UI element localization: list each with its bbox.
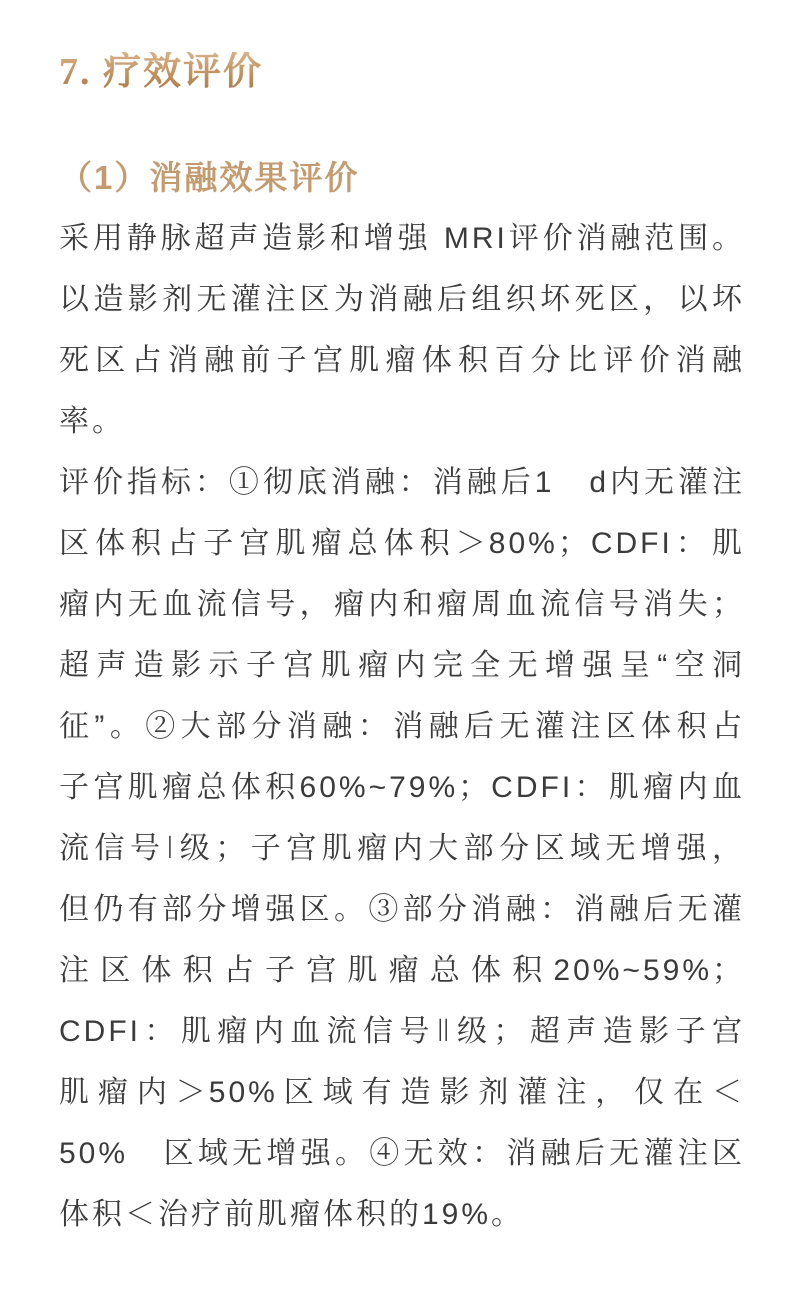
body-line: 率。 — [59, 405, 125, 438]
body-line: 以造影剂无灌注区为消融后组织坏死区，以坏 — [59, 283, 745, 316]
body-line: 50% 区域无增强。④无效：消融后无灌注区 — [59, 1137, 745, 1170]
body-line: 子宫肌瘤总体积60%~79%；CDFI：肌瘤内血 — [59, 771, 745, 804]
body-line: 超声造影示子宫肌瘤内完全无增强呈“空洞 — [59, 649, 745, 682]
body-line: 但仍有部分增强区。③部分消融：消融后无灌 — [59, 893, 745, 926]
body-line: CDFI：肌瘤内血流信号Ⅱ级；超声造影子宫 — [59, 1015, 745, 1048]
body-line: 瘤内无血流信号，瘤内和瘤周血流信号消失； — [59, 588, 745, 621]
subsection-heading: （1）消融效果评价 — [59, 159, 360, 196]
body-line: 流信号Ⅰ级；子宫肌瘤内大部分区域无增强， — [59, 832, 745, 865]
section-heading: 7. 疗效评价 — [59, 52, 745, 92]
body-line: 注区体积占子宫肌瘤总体积20%~59%； — [59, 954, 745, 987]
body-line: 体积＜治疗前肌瘤体积的19%。 — [59, 1198, 525, 1231]
body-line: 采用静脉超声造影和增强 MRI评价消融范围。 — [59, 222, 745, 255]
body-line: 死区占消融前子宫肌瘤体积百分比评价消融 — [59, 344, 745, 377]
body-text — [59, 208, 745, 1245]
body-line: 评价指标：①彻底消融：消融后1 d内无灌注 — [59, 466, 745, 499]
body-line: 征”。②大部分消融：消融后无灌注区体积占 — [59, 710, 745, 743]
body-line: 区体积占子宫肌瘤总体积＞80%；CDFI：肌 — [59, 527, 745, 560]
body-line: 肌瘤内＞50%区域有造影剂灌注，仅在＜ — [59, 1076, 745, 1109]
